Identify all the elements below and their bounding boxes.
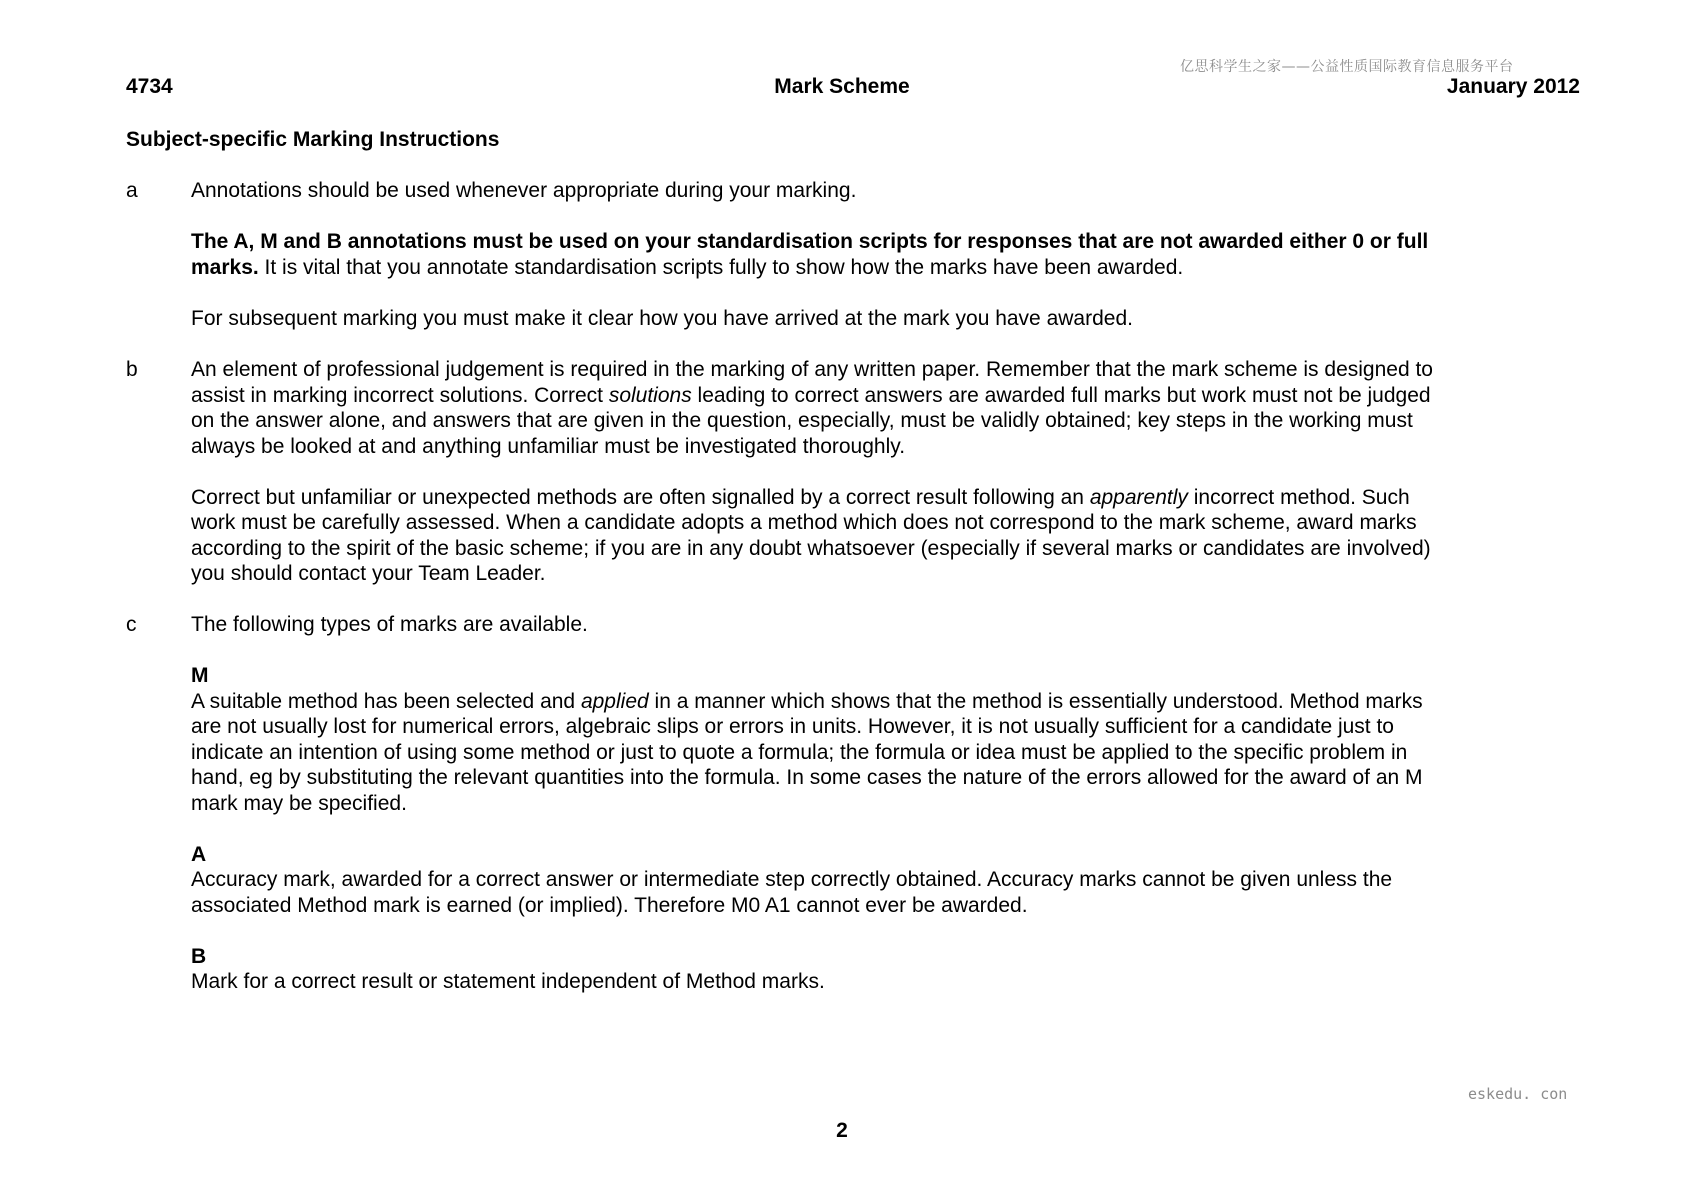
document-title: Mark Scheme [774, 75, 910, 98]
paragraph [191, 357, 1456, 459]
item-letter: c [126, 613, 137, 636]
text: leading to correct answers are awarded full marks but work must not be judged on the answer alone, and answers that are given in the question, especially, must be validly obtained; key steps in the working must always be looked at and anything unfamiliar must be investigated thoroughly. [191, 383, 1431, 458]
watermark-bottom: eskedu. con [1468, 1085, 1568, 1103]
instruction-item-b [126, 357, 1456, 587]
paragraph [191, 485, 1456, 587]
item-letter: a [126, 179, 138, 202]
section-title: Subject-specific Marking Instructions [126, 128, 500, 151]
italic-text: solutions [608, 383, 692, 407]
paragraph: Annotations should be used whenever appropriate during your marking. [191, 179, 857, 202]
paragraph: The following types of marks are available. [191, 613, 588, 636]
mark-heading: M [191, 664, 209, 687]
mark-heading: A [191, 842, 207, 866]
paper-code: 4734 [126, 75, 173, 98]
text: An element of professional judgement is required in the marking of any written paper. Remember that the mark scheme is designed to assist in marking incorrect solutions. Correct [191, 358, 1433, 407]
text: in a manner which shows that the method is essentially understood. Method marks are not usually lost for numerical errors, algebraic slips or errors in units. However, it is not usually sufficient for a candidate just to indicate an intention of using some method or just to quote a formula; the formula or idea must be applied to the specific problem in hand, eg by substituting the relevant quantities into the formula. In some cases the nature of the errors allowed for the award of an M mark may be specified. [191, 689, 1423, 815]
exam-date: January 2012 [1446, 75, 1580, 98]
mark-type-b [191, 944, 1456, 995]
bold-text: The A, M and B annotations must be used on your standardisation scripts for responses that are not awarded either 0 or full marks. [191, 230, 1429, 279]
instruction-item-c [126, 612, 1456, 995]
item-letter: b [126, 358, 138, 381]
mark-heading: B [191, 944, 207, 968]
paragraph [191, 229, 1456, 280]
mark-type-m [191, 663, 1456, 816]
instruction-item-a [126, 178, 1456, 331]
text: Correct but unfamiliar or unexpected methods are often signalled by a correct result following an [191, 485, 1090, 509]
italic-text: apparently [1089, 485, 1188, 509]
mark-type-a [191, 842, 1456, 919]
text: incorrect method. Such work must be carefully assessed. When a candidate adopts a method which does not correspond to the mark scheme, award marks according to the spirit of the basic scheme; if you are in any doubt whatsoever (especially if several marks or candidates are involved) you should contact your Team Leader. [191, 485, 1431, 585]
paragraph: For subsequent marking you must make it clear how you have arrived at the mark you have awarded. [191, 306, 1133, 330]
italic-text: applied [580, 689, 649, 713]
text: Mark for a correct result or statement independent of Method marks. [191, 970, 825, 993]
text: It is vital that you annotate standardisation scripts fully to show how the marks have been awarded. [258, 255, 1184, 279]
text: Accuracy mark, awarded for a correct answer or intermediate step correctly obtained. Accuracy marks cannot be given unless the associated Method mark is earned (or implied). Therefore M0 A1 cannot ever be awarded. [191, 868, 1393, 917]
page-number: 2 [836, 1119, 848, 1142]
text: A suitable method has been selected and [191, 689, 581, 713]
watermark-top: 亿思科学生之家——公益性质国际教育信息服务平台 [1180, 59, 1514, 75]
